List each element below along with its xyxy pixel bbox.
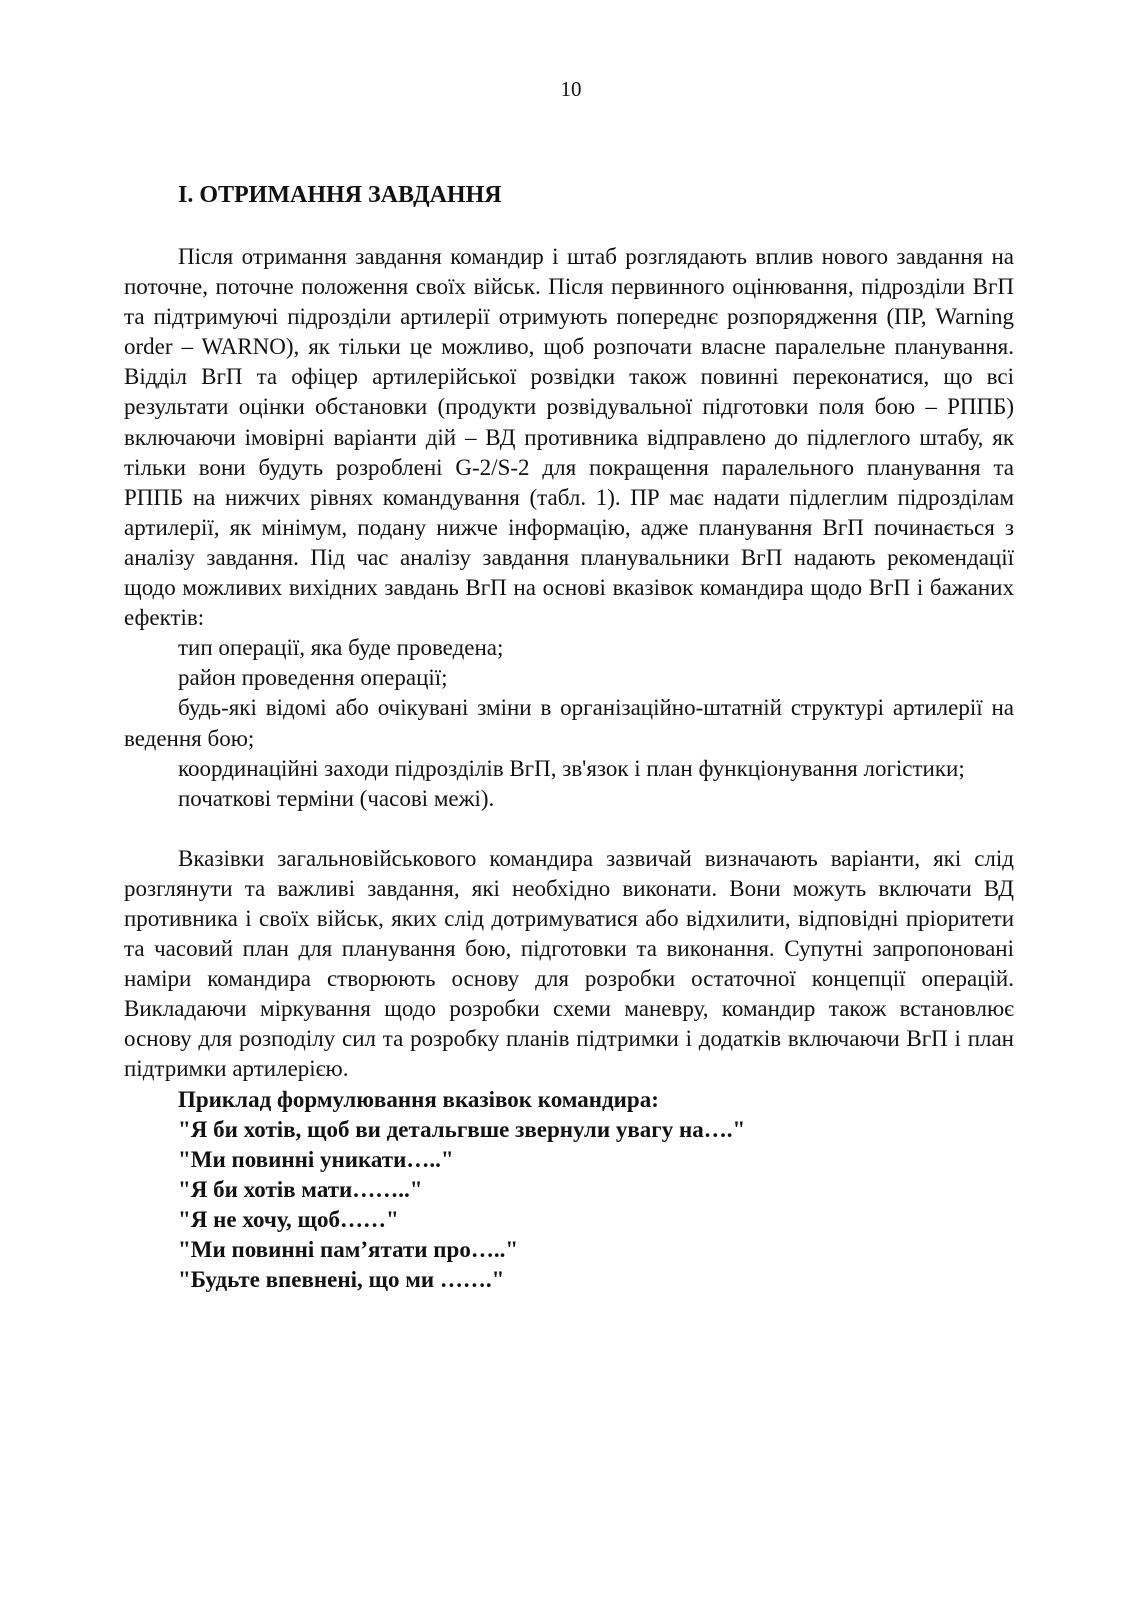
document-body bbox=[124, 242, 1014, 1295]
example-heading: Приклад формулювання вказівок командира: bbox=[178, 1086, 659, 1112]
list-item: початкові терміни (часові межі). bbox=[178, 785, 495, 811]
example-line: "Ми повинні уникати….." bbox=[178, 1146, 454, 1172]
example-line: "Будьте впевнені, що ми ……." bbox=[178, 1267, 505, 1293]
paragraph-2: Вказівки загальновійськового командира зазвичай визначають варіанти, які слід розглянути та важливі завдання, які необхідно виконати. Вони можуть включати ВД противника і своїх військ, яких слід дотримуватися або відхилити, відповідні пріоритети та часовий план для планування бою, підготовки та виконання. Супутні запропоновані наміри командира створюють основу для розробки остаточної концепції операцій. Викладаючи міркування щодо розробки схеми маневру, командир також встановлює основу для розподілу сил та розробку планів підтримки і додатків включаючи ВгП і план підтримки артилерією. bbox=[124, 845, 1014, 1082]
requirements-list bbox=[124, 633, 1014, 814]
list-item: тип операції, яка буде проведена; bbox=[178, 635, 504, 661]
example-line: "Я би хотів мати…….." bbox=[178, 1176, 423, 1202]
section-heading: I. ОТРИМАННЯ ЗАВДАННЯ bbox=[178, 182, 502, 208]
example-line: "Я не хочу, щоб……" bbox=[178, 1206, 399, 1232]
list-item: район проведення операції; bbox=[178, 665, 448, 691]
example-list bbox=[124, 1115, 1014, 1296]
example-line: "Ми повинні пам’ятати про….." bbox=[178, 1237, 519, 1262]
paragraph-spacer bbox=[124, 814, 1014, 844]
list-item: будь-які відомі або очікувані зміни в організаційно-штатній структурі артилерії на ведення бою; bbox=[124, 695, 1014, 751]
paragraph-1: Після отримання завдання командир і штаб розглядають вплив нового завдання на поточне, поточне положення своїх військ. Після первинного оцінювання, підрозділи ВгП та підтримуючі підрозділи артилерії отримують попереднє розпорядження (ПР, Warning order – WARNO), як тільки це можливо, щоб розпочати власне паралельне планування. Відділ ВгП та офіцер артилерійської розвідки також повинні переконатися, що всі результати оцінки обстановки (продукти розвідувальної підготовки поля бою – РППБ) включаючи імовірні варіанти дій – ВД противника відправлено до підлеглого штабу, як тільки вони будуть розроблені G-2/S-2 для покращення паралельного планування та РППБ на нижчих рівнях командування (табл. 1). ПР має надати підлеглим підрозділам артилерії, як мінімум, подану нижче інформацію, адже планування ВгП починається з аналізу завдання. Під час аналізу завдання планувальники ВгП надають рекомендації щодо можливих вихідних завдань ВгП на основі вказівок командира щодо ВгП і бажаних ефектів: bbox=[124, 244, 1014, 631]
page-number: 10 bbox=[560, 77, 582, 101]
list-item: координаційні заходи підрозділів ВгП, зв'язок і план функціонування логістики; bbox=[178, 755, 965, 781]
example-line: "Я би хотів, щоб ви детальгвше звернули увагу на…." bbox=[178, 1116, 746, 1142]
